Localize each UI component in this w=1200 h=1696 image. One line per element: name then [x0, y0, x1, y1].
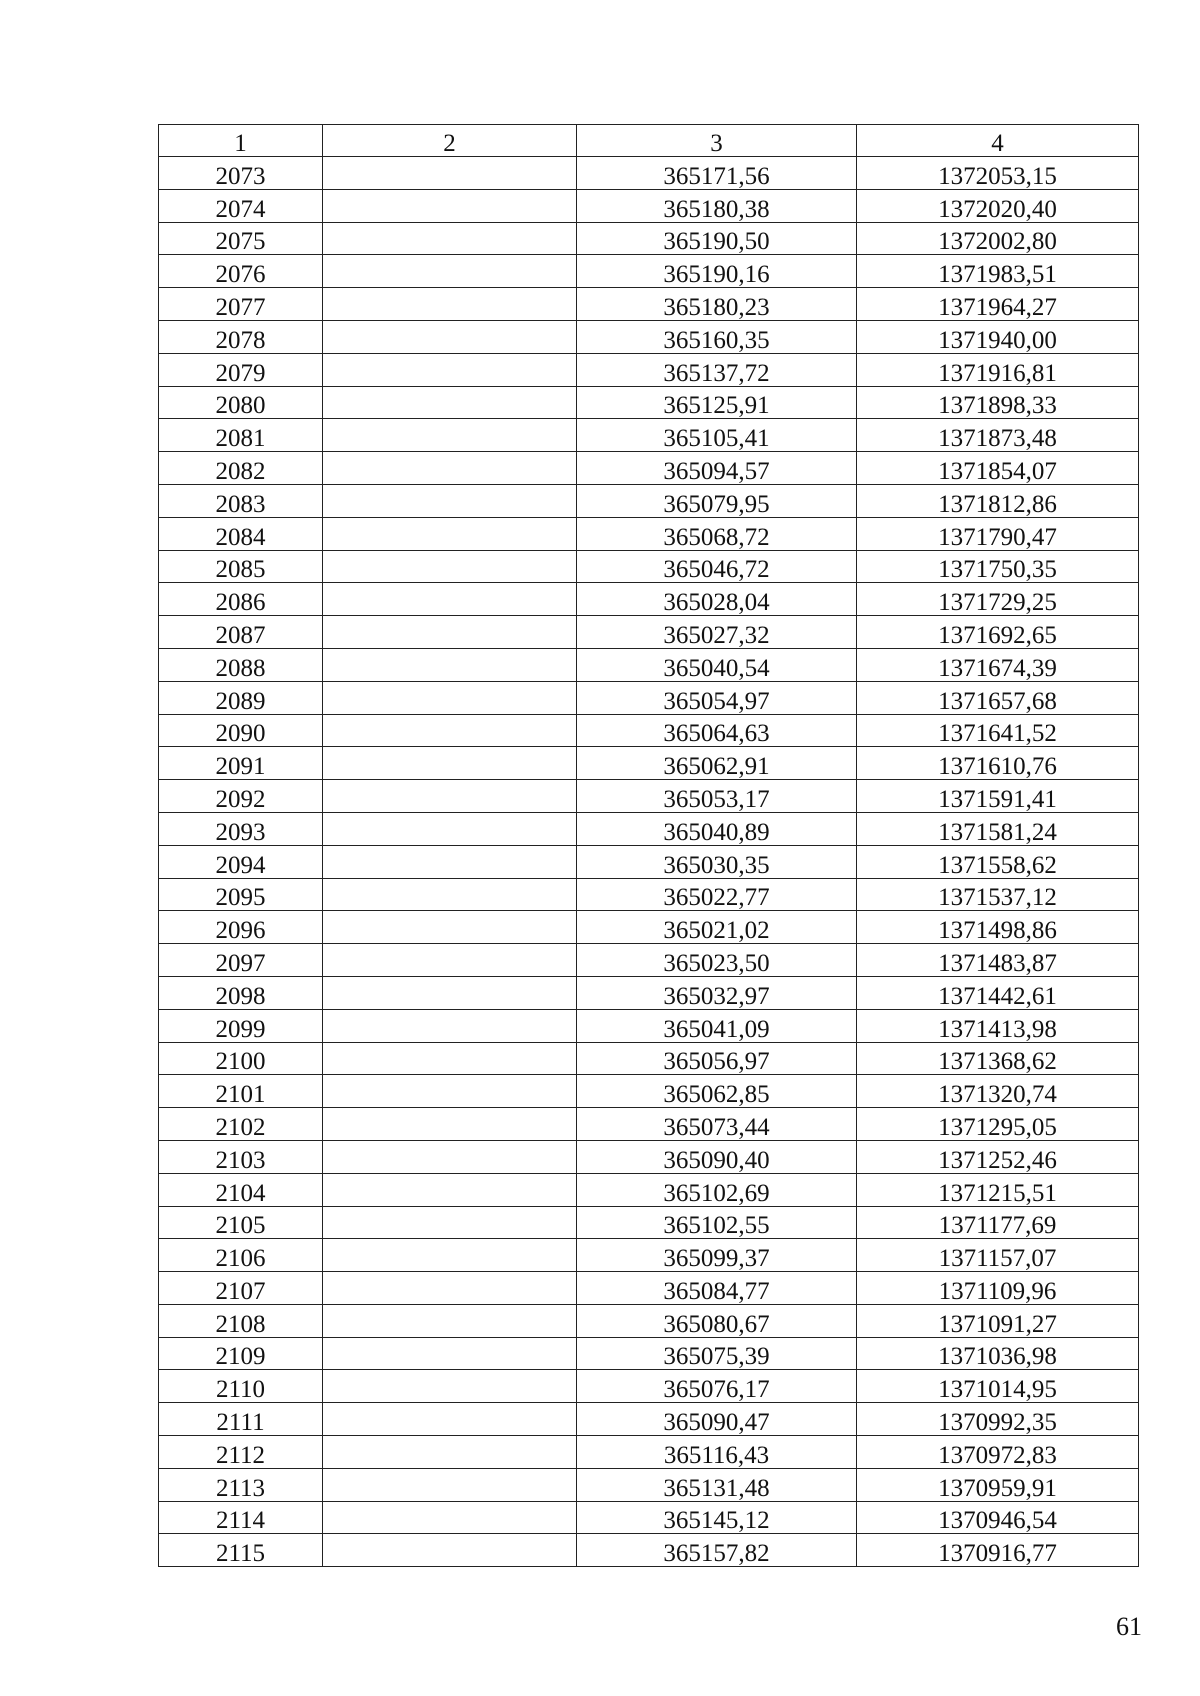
point-number-cell: 2114: [159, 1501, 323, 1534]
table-row: [159, 714, 1139, 747]
point-number-cell: 2098: [159, 976, 323, 1009]
y-coordinate-cell: 1371812,86: [857, 484, 1139, 517]
y-coordinate-cell: 1371413,98: [857, 1009, 1139, 1042]
x-coordinate-cell: 365157,82: [577, 1534, 857, 1567]
y-coordinate-cell: 1371014,95: [857, 1370, 1139, 1403]
point-number-cell: 2074: [159, 189, 323, 222]
point-number-cell: 2106: [159, 1239, 323, 1272]
description-cell: [323, 386, 577, 419]
description-cell: [323, 517, 577, 550]
point-number-cell: 2089: [159, 681, 323, 714]
y-coordinate-cell: 1372002,80: [857, 222, 1139, 255]
description-cell: [323, 747, 577, 780]
x-coordinate-cell: 365145,12: [577, 1501, 857, 1534]
point-number-cell: 2109: [159, 1337, 323, 1370]
x-coordinate-cell: 365022,77: [577, 878, 857, 911]
table-row: [159, 845, 1139, 878]
y-coordinate-cell: 1371498,86: [857, 911, 1139, 944]
y-coordinate-cell: 1371964,27: [857, 288, 1139, 321]
table-row: [159, 1436, 1139, 1469]
point-number-cell: 2090: [159, 714, 323, 747]
point-number-cell: 2085: [159, 550, 323, 583]
y-coordinate-cell: 1371177,69: [857, 1206, 1139, 1239]
point-number-cell: 2092: [159, 780, 323, 813]
x-coordinate-cell: 365028,04: [577, 583, 857, 616]
y-coordinate-cell: 1371940,00: [857, 320, 1139, 353]
point-number-cell: 2115: [159, 1534, 323, 1567]
description-cell: [323, 812, 577, 845]
table-row: [159, 747, 1139, 780]
table-row: [159, 1075, 1139, 1108]
description-cell: [323, 419, 577, 452]
table-row: [159, 911, 1139, 944]
y-coordinate-cell: 1371898,33: [857, 386, 1139, 419]
y-coordinate-cell: 1371036,98: [857, 1337, 1139, 1370]
x-coordinate-cell: 365075,39: [577, 1337, 857, 1370]
description-cell: [323, 1173, 577, 1206]
description-cell: [323, 780, 577, 813]
table-body: [159, 157, 1139, 1567]
point-number-cell: 2076: [159, 255, 323, 288]
table-row: [159, 157, 1139, 190]
table-row: [159, 222, 1139, 255]
point-number-cell: 2087: [159, 616, 323, 649]
column-header-2: 2: [323, 125, 577, 157]
x-coordinate-cell: 365180,38: [577, 189, 857, 222]
description-cell: [323, 255, 577, 288]
x-coordinate-cell: 365021,02: [577, 911, 857, 944]
y-coordinate-cell: 1371109,96: [857, 1272, 1139, 1305]
table-row: [159, 1173, 1139, 1206]
description-cell: [323, 1272, 577, 1305]
description-cell: [323, 911, 577, 944]
x-coordinate-cell: 365027,32: [577, 616, 857, 649]
x-coordinate-cell: 365068,72: [577, 517, 857, 550]
x-coordinate-cell: 365190,16: [577, 255, 857, 288]
x-coordinate-cell: 365040,54: [577, 648, 857, 681]
table-row: [159, 1534, 1139, 1567]
description-cell: [323, 648, 577, 681]
x-coordinate-cell: 365030,35: [577, 845, 857, 878]
table-row: [159, 320, 1139, 353]
y-coordinate-cell: 1371442,61: [857, 976, 1139, 1009]
y-coordinate-cell: 1371295,05: [857, 1108, 1139, 1141]
description-cell: [323, 222, 577, 255]
column-header-1: 1: [159, 125, 323, 157]
x-coordinate-cell: 365090,40: [577, 1140, 857, 1173]
y-coordinate-cell: 1371320,74: [857, 1075, 1139, 1108]
table-row: [159, 452, 1139, 485]
point-number-cell: 2103: [159, 1140, 323, 1173]
x-coordinate-cell: 365062,91: [577, 747, 857, 780]
x-coordinate-cell: 365062,85: [577, 1075, 857, 1108]
x-coordinate-cell: 365090,47: [577, 1403, 857, 1436]
x-coordinate-cell: 365040,89: [577, 812, 857, 845]
point-number-cell: 2112: [159, 1436, 323, 1469]
point-number-cell: 2096: [159, 911, 323, 944]
table-row: [159, 1370, 1139, 1403]
table-row: [159, 1468, 1139, 1501]
y-coordinate-cell: 1370959,91: [857, 1468, 1139, 1501]
description-cell: [323, 1075, 577, 1108]
y-coordinate-cell: 1371790,47: [857, 517, 1139, 550]
x-coordinate-cell: 365171,56: [577, 157, 857, 190]
x-coordinate-cell: 365023,50: [577, 944, 857, 977]
x-coordinate-cell: 365105,41: [577, 419, 857, 452]
point-number-cell: 2104: [159, 1173, 323, 1206]
y-coordinate-cell: 1371641,52: [857, 714, 1139, 747]
x-coordinate-cell: 365073,44: [577, 1108, 857, 1141]
table-row: [159, 1239, 1139, 1272]
table-row: [159, 419, 1139, 452]
x-coordinate-cell: 365041,09: [577, 1009, 857, 1042]
x-coordinate-cell: 365160,35: [577, 320, 857, 353]
x-coordinate-cell: 365116,43: [577, 1436, 857, 1469]
x-coordinate-cell: 365056,97: [577, 1042, 857, 1075]
y-coordinate-cell: 1371674,39: [857, 648, 1139, 681]
table-row: [159, 976, 1139, 1009]
y-coordinate-cell: 1371368,62: [857, 1042, 1139, 1075]
table-row: [159, 353, 1139, 386]
x-coordinate-cell: 365137,72: [577, 353, 857, 386]
x-coordinate-cell: 365084,77: [577, 1272, 857, 1305]
y-coordinate-cell: 1371215,51: [857, 1173, 1139, 1206]
table-row: [159, 780, 1139, 813]
point-number-cell: 2078: [159, 320, 323, 353]
description-cell: [323, 1239, 577, 1272]
table-row: [159, 1042, 1139, 1075]
table-row: [159, 1304, 1139, 1337]
y-coordinate-cell: 1371483,87: [857, 944, 1139, 977]
table-row: [159, 288, 1139, 321]
description-cell: [323, 1436, 577, 1469]
description-cell: [323, 320, 577, 353]
table-row: [159, 189, 1139, 222]
table-row: [159, 1337, 1139, 1370]
table-row: [159, 1501, 1139, 1534]
point-number-cell: 2079: [159, 353, 323, 386]
table-row: [159, 517, 1139, 550]
x-coordinate-cell: 365131,48: [577, 1468, 857, 1501]
x-coordinate-cell: 365102,55: [577, 1206, 857, 1239]
y-coordinate-cell: 1371729,25: [857, 583, 1139, 616]
point-number-cell: 2083: [159, 484, 323, 517]
table-row: [159, 550, 1139, 583]
point-number-cell: 2100: [159, 1042, 323, 1075]
point-number-cell: 2094: [159, 845, 323, 878]
point-number-cell: 2075: [159, 222, 323, 255]
point-number-cell: 2110: [159, 1370, 323, 1403]
point-number-cell: 2107: [159, 1272, 323, 1305]
table-header-row: [159, 125, 1139, 157]
y-coordinate-cell: 1371537,12: [857, 878, 1139, 911]
y-coordinate-cell: 1372020,40: [857, 189, 1139, 222]
description-cell: [323, 583, 577, 616]
description-cell: [323, 189, 577, 222]
x-coordinate-cell: 365054,97: [577, 681, 857, 714]
description-cell: [323, 1370, 577, 1403]
point-number-cell: 2088: [159, 648, 323, 681]
description-cell: [323, 452, 577, 485]
x-coordinate-cell: 365190,50: [577, 222, 857, 255]
table-row: [159, 1140, 1139, 1173]
y-coordinate-cell: 1371157,07: [857, 1239, 1139, 1272]
x-coordinate-cell: 365032,97: [577, 976, 857, 1009]
y-coordinate-cell: 1371581,24: [857, 812, 1139, 845]
table-row: [159, 616, 1139, 649]
description-cell: [323, 1009, 577, 1042]
x-coordinate-cell: 365102,69: [577, 1173, 857, 1206]
y-coordinate-cell: 1371983,51: [857, 255, 1139, 288]
description-cell: [323, 550, 577, 583]
x-coordinate-cell: 365064,63: [577, 714, 857, 747]
description-cell: [323, 1042, 577, 1075]
y-coordinate-cell: 1370972,83: [857, 1436, 1139, 1469]
table-row: [159, 386, 1139, 419]
x-coordinate-cell: 365053,17: [577, 780, 857, 813]
point-number-cell: 2086: [159, 583, 323, 616]
description-cell: [323, 845, 577, 878]
description-cell: [323, 157, 577, 190]
point-number-cell: 2082: [159, 452, 323, 485]
x-coordinate-cell: 365125,91: [577, 386, 857, 419]
x-coordinate-cell: 365079,95: [577, 484, 857, 517]
description-cell: [323, 353, 577, 386]
point-number-cell: 2102: [159, 1108, 323, 1141]
point-number-cell: 2111: [159, 1403, 323, 1436]
column-header-3: 3: [577, 125, 857, 157]
description-cell: [323, 714, 577, 747]
table-row: [159, 944, 1139, 977]
point-number-cell: 2097: [159, 944, 323, 977]
x-coordinate-cell: 365180,23: [577, 288, 857, 321]
y-coordinate-cell: 1370916,77: [857, 1534, 1139, 1567]
point-number-cell: 2099: [159, 1009, 323, 1042]
table-row: [159, 1108, 1139, 1141]
description-cell: [323, 1108, 577, 1141]
x-coordinate-cell: 365094,57: [577, 452, 857, 485]
table-row: [159, 1009, 1139, 1042]
y-coordinate-cell: 1371610,76: [857, 747, 1139, 780]
x-coordinate-cell: 365076,17: [577, 1370, 857, 1403]
description-cell: [323, 944, 577, 977]
description-cell: [323, 484, 577, 517]
y-coordinate-cell: 1370992,35: [857, 1403, 1139, 1436]
point-number-cell: 2084: [159, 517, 323, 550]
description-cell: [323, 1337, 577, 1370]
description-cell: [323, 1468, 577, 1501]
description-cell: [323, 1140, 577, 1173]
table-row: [159, 484, 1139, 517]
description-cell: [323, 1403, 577, 1436]
point-number-cell: 2080: [159, 386, 323, 419]
y-coordinate-cell: 1371750,35: [857, 550, 1139, 583]
point-number-cell: 2113: [159, 1468, 323, 1501]
table-row: [159, 648, 1139, 681]
y-coordinate-cell: 1371692,65: [857, 616, 1139, 649]
point-number-cell: 2077: [159, 288, 323, 321]
point-number-cell: 2093: [159, 812, 323, 845]
description-cell: [323, 1206, 577, 1239]
description-cell: [323, 616, 577, 649]
point-number-cell: 2091: [159, 747, 323, 780]
y-coordinate-cell: 1371873,48: [857, 419, 1139, 452]
y-coordinate-cell: 1371916,81: [857, 353, 1139, 386]
y-coordinate-cell: 1371657,68: [857, 681, 1139, 714]
point-number-cell: 2095: [159, 878, 323, 911]
table-row: [159, 812, 1139, 845]
table-row: [159, 1206, 1139, 1239]
table-row: [159, 255, 1139, 288]
description-cell: [323, 878, 577, 911]
description-cell: [323, 1501, 577, 1534]
page-number: 61: [1116, 1612, 1142, 1641]
point-number-cell: 2073: [159, 157, 323, 190]
y-coordinate-cell: 1372053,15: [857, 157, 1139, 190]
coordinates-table: [158, 124, 1139, 1567]
x-coordinate-cell: 365046,72: [577, 550, 857, 583]
x-coordinate-cell: 365080,67: [577, 1304, 857, 1337]
description-cell: [323, 681, 577, 714]
table-row: [159, 681, 1139, 714]
y-coordinate-cell: 1371091,27: [857, 1304, 1139, 1337]
y-coordinate-cell: 1371558,62: [857, 845, 1139, 878]
column-header-4: 4: [857, 125, 1139, 157]
x-coordinate-cell: 365099,37: [577, 1239, 857, 1272]
table-row: [159, 1403, 1139, 1436]
table-row: [159, 1272, 1139, 1305]
description-cell: [323, 288, 577, 321]
y-coordinate-cell: 1370946,54: [857, 1501, 1139, 1534]
y-coordinate-cell: 1371252,46: [857, 1140, 1139, 1173]
point-number-cell: 2108: [159, 1304, 323, 1337]
y-coordinate-cell: 1371591,41: [857, 780, 1139, 813]
description-cell: [323, 1304, 577, 1337]
point-number-cell: 2105: [159, 1206, 323, 1239]
point-number-cell: 2101: [159, 1075, 323, 1108]
table-row: [159, 878, 1139, 911]
description-cell: [323, 1534, 577, 1567]
point-number-cell: 2081: [159, 419, 323, 452]
table-row: [159, 583, 1139, 616]
y-coordinate-cell: 1371854,07: [857, 452, 1139, 485]
description-cell: [323, 976, 577, 1009]
